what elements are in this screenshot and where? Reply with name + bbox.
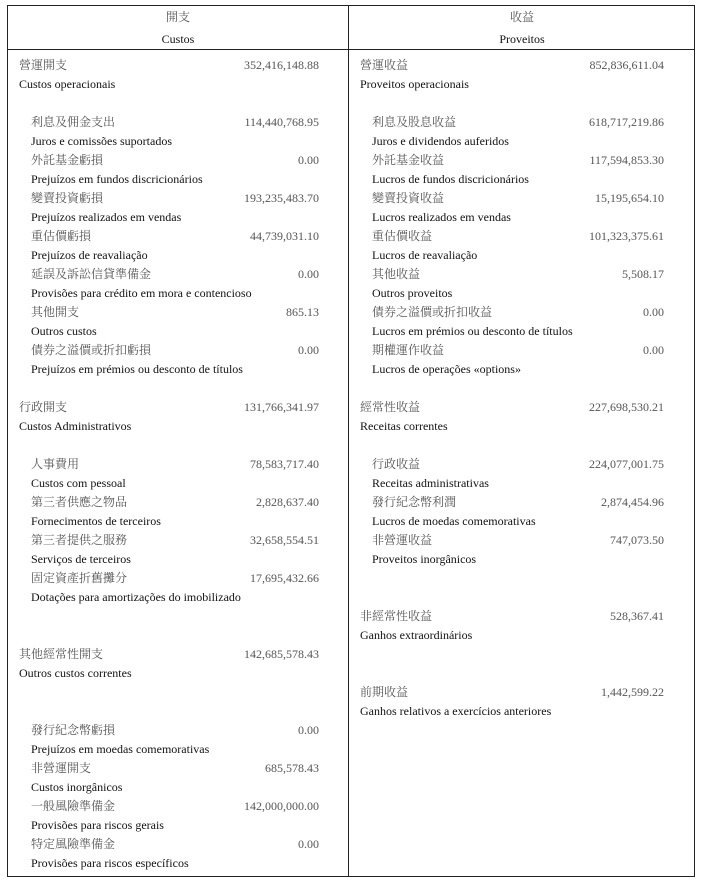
line-item [349, 227, 695, 265]
item-row-zh [8, 455, 348, 474]
item-label-pt: Custos inorgânicos [31, 780, 123, 794]
line-item [8, 303, 348, 341]
line-item [349, 113, 695, 151]
line-item [8, 759, 348, 797]
item-row-pt [349, 284, 695, 303]
item-row-pt [8, 512, 348, 531]
item-label-zh: 特定風險準備金 [31, 837, 116, 851]
item-amount: 2,874,454.96 [601, 495, 664, 509]
item-amount: 2,828,637.40 [256, 495, 319, 509]
item-label-zh: 債券之溢價或折扣收益 [372, 305, 493, 319]
item-amount: 685,578.43 [265, 761, 319, 775]
group-amount: 852,836,611.04 [589, 58, 664, 72]
item-row-zh [8, 227, 348, 246]
item-label-zh: 其他開支 [31, 305, 80, 319]
item-row-zh [349, 113, 695, 132]
group-heading-pt [349, 702, 695, 721]
item-label-pt: Prejuízos de reavaliação [31, 248, 148, 262]
column-divider [348, 6, 349, 876]
item-row-pt [8, 170, 348, 189]
item-label-pt: Serviços de terceiros [31, 552, 131, 566]
costs-column [8, 6, 348, 876]
item-row-zh [8, 721, 348, 740]
group-label-pt: Proveitos operacionais [360, 77, 469, 91]
item-row-pt [8, 740, 348, 759]
item-label-pt: Lucros de moedas comemorativas [372, 514, 536, 528]
item-label-pt: Outros proveitos [372, 286, 453, 300]
item-label-pt: Prejuízos realizados em vendas [31, 210, 182, 224]
item-label-zh: 發行紀念幣虧損 [31, 723, 116, 737]
group-label-zh: 前期收益 [360, 685, 409, 699]
line-item [349, 265, 695, 303]
item-label-zh: 其他收益 [372, 267, 421, 281]
item-row-zh [349, 493, 695, 512]
item-amount: 117,594,853.30 [589, 153, 664, 167]
item-label-zh: 債券之溢價或折扣虧損 [31, 343, 152, 357]
item-row-zh [8, 797, 348, 816]
item-row-pt [8, 474, 348, 493]
item-label-zh: 第三者供應之物品 [31, 495, 128, 509]
item-label-zh: 固定資產折舊攤分 [31, 571, 128, 585]
line-item [8, 227, 348, 265]
item-row-pt [8, 550, 348, 569]
item-row-pt [8, 322, 348, 341]
group-label-zh: 經常性收益 [360, 400, 421, 414]
blank-line [8, 626, 348, 645]
group-heading-zh [349, 398, 695, 417]
line-item [349, 341, 695, 379]
item-row-zh [349, 531, 695, 550]
item-label-pt: Provisões para crédito em mora e contencioso [31, 286, 252, 300]
item-amount: 224,077,001.75 [589, 457, 664, 471]
item-row-pt [8, 360, 348, 379]
item-row-zh [8, 189, 348, 208]
group [349, 607, 695, 645]
group-heading-zh [8, 398, 348, 417]
header-divider [7, 49, 695, 50]
item-label-pt: Prejuízos em moedas comemorativas [31, 742, 210, 756]
item-amount: 101,323,375.61 [589, 229, 664, 243]
item-row-pt [8, 132, 348, 151]
proceeds-column [349, 6, 695, 876]
item-label-zh: 第三者提供之服務 [31, 533, 128, 547]
item-row-pt [8, 284, 348, 303]
group-heading-zh [349, 607, 695, 626]
group [349, 683, 695, 721]
item-label-pt: Lucros de fundos discricionários [372, 172, 529, 186]
item-label-zh: 行政收益 [372, 457, 421, 471]
item-amount: 0.00 [298, 723, 319, 737]
item-label-zh: 外託基金收益 [372, 153, 445, 167]
line-item [349, 303, 695, 341]
group-heading-zh [349, 56, 695, 75]
item-row-zh [8, 151, 348, 170]
item-row-pt [349, 322, 695, 341]
item-label-pt: Lucros realizados em vendas [372, 210, 511, 224]
item-row-zh [8, 113, 348, 132]
item-row-zh [8, 759, 348, 778]
item-row-zh [349, 341, 695, 360]
blank-line [349, 645, 695, 664]
item-row-pt [349, 208, 695, 227]
item-row-pt [8, 854, 348, 873]
blank-line [349, 379, 695, 398]
group-heading-pt [349, 417, 695, 436]
item-row-zh [349, 151, 695, 170]
item-amount: 15,195,654.10 [595, 191, 664, 205]
item-amount: 193,235,483.70 [244, 191, 319, 205]
item-row-pt [349, 512, 695, 531]
item-row-zh [8, 303, 348, 322]
item-row-pt [349, 474, 695, 493]
group-heading-zh [8, 645, 348, 664]
item-label-zh: 延誤及訴訟信貸準備金 [31, 267, 152, 281]
item-amount: 32,658,554.51 [250, 533, 319, 547]
item-label-zh: 人事費用 [31, 457, 80, 471]
line-item [349, 189, 695, 227]
group-label-zh: 營運收益 [360, 58, 409, 72]
group-heading-zh [8, 56, 348, 75]
item-row-pt [8, 208, 348, 227]
group-amount: 528,367.41 [610, 609, 664, 623]
item-row-zh [349, 303, 695, 322]
group [8, 645, 348, 683]
group-label-pt: Ganhos relativos a exercícios anteriores [360, 704, 552, 718]
item-row-zh [349, 455, 695, 474]
item-label-zh: 非營運開支 [31, 761, 92, 775]
group-heading-pt [8, 75, 348, 94]
item-amount: 0.00 [298, 343, 319, 357]
item-amount: 142,000,000.00 [244, 799, 319, 813]
group-heading-zh [349, 683, 695, 702]
item-amount: 0.00 [298, 153, 319, 167]
group-heading-pt [349, 75, 695, 94]
item-row-zh [349, 189, 695, 208]
line-item [8, 341, 348, 379]
item-amount: 114,440,768.95 [244, 115, 319, 129]
group [8, 398, 348, 436]
item-label-pt: Lucros de operações «options» [372, 362, 521, 376]
group-heading-pt [349, 626, 695, 645]
item-label-pt: Juros e dividendos auferidos [372, 134, 509, 148]
item-row-zh [8, 265, 348, 284]
item-label-zh: 非營運收益 [372, 533, 433, 547]
item-row-zh [8, 569, 348, 588]
item-amount: 0.00 [298, 267, 319, 281]
line-item [8, 151, 348, 189]
blank-line [8, 94, 348, 113]
item-label-zh: 外託基金虧損 [31, 153, 104, 167]
item-label-pt: Fornecimentos de terceiros [31, 514, 161, 528]
line-item [8, 189, 348, 227]
group-amount: 1,442,599.22 [601, 685, 664, 699]
line-item [8, 721, 348, 759]
item-amount: 17,695,432.66 [250, 571, 319, 585]
item-label-zh: 變賣投資收益 [372, 191, 445, 205]
line-item [8, 531, 348, 569]
item-label-pt: Outros custos [31, 324, 97, 338]
group-amount: 352,416,148.88 [244, 58, 319, 72]
group-label-pt: Custos operacionais [19, 77, 116, 91]
item-row-zh [8, 531, 348, 550]
group-amount: 227,698,530.21 [589, 400, 664, 414]
item-label-pt: Lucros de reavaliação [372, 248, 478, 262]
item-label-zh: 利息及佣金支出 [31, 115, 116, 129]
group [349, 56, 695, 94]
group-amount: 131,766,341.97 [244, 400, 319, 414]
line-item [349, 493, 695, 531]
group [8, 56, 348, 94]
item-amount: 5,508.17 [622, 267, 664, 281]
blank-line [349, 94, 695, 113]
item-amount: 44,739,031.10 [250, 229, 319, 243]
proceeds-header-pt: Proveitos [499, 32, 545, 46]
item-amount: 0.00 [298, 837, 319, 851]
item-label-pt: Provisões para riscos específicos [31, 856, 189, 870]
line-item [8, 835, 348, 873]
blank-line [349, 569, 695, 588]
item-label-zh: 期權運作收益 [372, 343, 445, 357]
item-row-pt [8, 246, 348, 265]
group-heading-pt [8, 417, 348, 436]
item-amount: 78,583,717.40 [250, 457, 319, 471]
item-row-pt [8, 778, 348, 797]
group-label-zh: 營運開支 [19, 58, 68, 72]
group-heading-pt [8, 664, 348, 683]
blank-line [8, 607, 348, 626]
item-amount: 618,717,219.86 [589, 115, 664, 129]
proceeds-body [349, 56, 695, 721]
line-item [8, 493, 348, 531]
group-label-pt: Receitas correntes [360, 419, 448, 433]
item-row-pt [349, 132, 695, 151]
group-label-zh: 行政開支 [19, 400, 68, 414]
item-row-pt [349, 246, 695, 265]
costs-header-pt: Custos [161, 32, 195, 46]
item-label-zh: 發行紀念幣利潤 [372, 495, 457, 509]
item-label-pt: Proveitos inorgânicos [372, 552, 477, 566]
line-item [8, 265, 348, 303]
item-label-zh: 重估價虧損 [31, 229, 92, 243]
group-label-zh: 其他經常性開支 [19, 647, 104, 661]
item-row-pt [349, 170, 695, 189]
group [349, 398, 695, 436]
blank-line [8, 702, 348, 721]
item-row-zh [8, 835, 348, 854]
item-amount: 865.13 [286, 305, 319, 319]
blank-line [8, 379, 348, 398]
item-label-zh: 重估價收益 [372, 229, 433, 243]
item-label-zh: 利息及股息收益 [372, 115, 457, 129]
blank-line [349, 588, 695, 607]
line-item [349, 455, 695, 493]
item-label-pt: Prejuízos em prémios ou desconto de títulos [31, 362, 243, 376]
blank-line [349, 436, 695, 455]
item-amount: 0.00 [643, 305, 664, 319]
statement-table [7, 5, 695, 877]
line-item [8, 569, 348, 607]
line-item [8, 113, 348, 151]
item-label-pt: Prejuízos em fundos discricionários [31, 172, 203, 186]
group-amount: 142,685,578.43 [244, 647, 319, 661]
group-label-pt: Outros custos correntes [19, 666, 132, 680]
line-item [8, 797, 348, 835]
blank-line [8, 683, 348, 702]
item-label-pt: Provisões para riscos gerais [31, 818, 164, 832]
item-row-pt [349, 360, 695, 379]
item-label-pt: Receitas administrativas [372, 476, 489, 490]
costs-body [8, 56, 348, 873]
item-label-pt: Lucros em prémios ou desconto de títulos [372, 324, 573, 338]
item-row-zh [349, 265, 695, 284]
group-label-pt: Ganhos extraordinários [360, 628, 473, 642]
group-label-pt: Custos Administrativos [19, 419, 132, 433]
line-item [349, 531, 695, 569]
line-item [8, 455, 348, 493]
item-row-pt [8, 816, 348, 835]
item-label-pt: Juros e comissões suportados [31, 134, 172, 148]
item-row-zh [8, 493, 348, 512]
costs-header-zh: 開支 [165, 10, 190, 24]
blank-line [8, 436, 348, 455]
item-row-zh [349, 227, 695, 246]
blank-line [349, 664, 695, 683]
proceeds-header-zh: 收益 [509, 10, 534, 24]
line-item [349, 151, 695, 189]
group-label-zh: 非經常性收益 [360, 609, 433, 623]
item-label-pt: Custos com pessoal [31, 476, 126, 490]
item-amount: 0.00 [643, 343, 664, 357]
item-row-pt [349, 550, 695, 569]
item-label-zh: 變賣投資虧損 [31, 191, 104, 205]
item-row-zh [8, 341, 348, 360]
item-label-zh: 一般風險準備金 [31, 799, 116, 813]
item-label-pt: Dotações para amortizações do imobilizado [31, 590, 241, 604]
item-row-pt [8, 588, 348, 607]
item-amount: 747,073.50 [610, 533, 664, 547]
